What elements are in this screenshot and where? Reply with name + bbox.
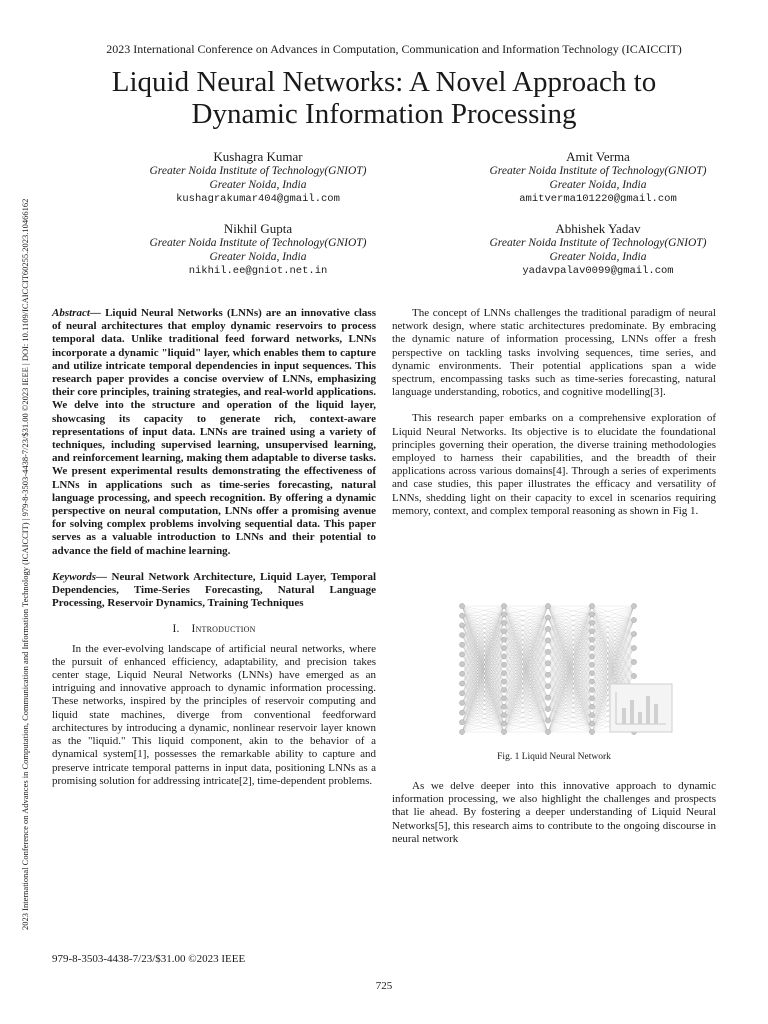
network-node bbox=[589, 620, 594, 625]
network-edge bbox=[592, 606, 634, 620]
network-edge bbox=[548, 724, 592, 732]
abstract-lead: Abstract— bbox=[52, 307, 101, 319]
network-edge bbox=[504, 614, 548, 720]
network-node bbox=[589, 662, 594, 667]
network-node bbox=[501, 612, 506, 617]
author-name: Nikhil Gupta bbox=[223, 221, 293, 236]
network-node bbox=[459, 691, 464, 696]
network-node bbox=[459, 662, 464, 667]
network-edge bbox=[548, 675, 592, 707]
network-node bbox=[545, 661, 550, 666]
network-edge bbox=[504, 617, 548, 723]
network-edge bbox=[462, 715, 504, 732]
network-node bbox=[501, 637, 506, 642]
network-node bbox=[589, 721, 594, 726]
network-node bbox=[589, 704, 594, 709]
author-name: Kushagra Kumar bbox=[213, 149, 303, 164]
network-node bbox=[459, 710, 464, 715]
author-location: Greater Noida, India bbox=[549, 179, 647, 191]
network-node bbox=[545, 695, 550, 700]
network-node bbox=[589, 629, 594, 634]
network-node bbox=[631, 617, 636, 622]
network-node bbox=[589, 696, 594, 701]
network-node bbox=[589, 687, 594, 692]
network-node bbox=[631, 659, 636, 664]
network-node bbox=[545, 718, 550, 723]
author-location: Greater Noida, India bbox=[209, 179, 307, 191]
network-edge bbox=[548, 721, 592, 732]
author-name: Abhishek Yadav bbox=[555, 221, 641, 236]
footer-copyright: 979-8-3503-4438-7/23/$31.00 ©2023 IEEE bbox=[52, 953, 246, 965]
author-block-3 bbox=[108, 222, 408, 278]
network-node bbox=[501, 679, 506, 684]
section-heading-introduction bbox=[52, 623, 376, 636]
network-edge bbox=[462, 722, 504, 732]
network-node bbox=[545, 672, 550, 677]
network-node bbox=[501, 662, 506, 667]
network-node bbox=[589, 713, 594, 718]
paper-title bbox=[50, 66, 718, 130]
network-edge bbox=[462, 606, 504, 625]
network-node bbox=[545, 729, 550, 734]
network-edge bbox=[548, 614, 592, 720]
network-edge bbox=[548, 606, 592, 617]
network-node bbox=[459, 603, 464, 608]
network-node bbox=[589, 679, 594, 684]
inset-plot-panel bbox=[610, 684, 672, 732]
network-node bbox=[589, 645, 594, 650]
network-node bbox=[501, 654, 506, 659]
network-node bbox=[459, 652, 464, 657]
network-node bbox=[459, 632, 464, 637]
network-node bbox=[459, 729, 464, 734]
conference-header: 2023 International Conference on Advances in Computation, Communication and Information Technology (ICAICCIT) bbox=[106, 42, 682, 56]
author-block-4 bbox=[448, 222, 748, 278]
paragraph-concept: The concept of LNNs challenges the traditional paradigm of neural network design, where static architectures predominate. By embracing the dynamic nature of information processing, LNNs offer a fresh perspective on tackling tasks involving sequences, time series, and dynamic environments. Their potential applications span a wide spectrum, encompassing tasks such as time-series forecasting, natural language understanding, robotics, and cognitive modelling[3]. bbox=[392, 307, 716, 399]
figure-liquid-neural-network bbox=[452, 600, 678, 738]
paragraph-challenges: As we delve deeper into this innovative approach to dynamic information processing, we also highlight the challenges and prospects that lie ahead. By fostering a deeper understanding of Liquid Neural Networks[5], this research aims to contribute to the ongoing discourse in neural network bbox=[392, 780, 716, 845]
network-node bbox=[459, 671, 464, 676]
network-node bbox=[459, 642, 464, 647]
network-node bbox=[501, 721, 506, 726]
network-edge bbox=[504, 631, 548, 663]
network-node bbox=[459, 623, 464, 628]
author-email: kushagrakumar404@gmail.com bbox=[176, 193, 340, 205]
abstract-text: Liquid Neural Networks (LNNs) are an innovative class of neural architectures that employ dynamic reservoirs to process temporal data. Unlike traditional feed forward networks, LNNs incorporate a dynamic "liquid" layer, which enables them to capture and utilize intricate temporal dependencies in input sequences. This research paper provides a concise overview of LNNs, emphasizing their core principles, training strategies, and real-world applications. We delve into the structure and operation of the liquid layer, showcasing its capacity to generate rich, context-aware representations of input data. LNNs are trained using a variety of techniques, including supervised learning, unsupervised learning, and reinforcement learning, making them adaptable to diverse tasks. We present experimental results demonstrating the effectiveness of LNNs in applications such as time-series forecasting, natural language processing, and speech recognition. By offering a dynamic perspective on neural computation, LNNs offer a promising avenue for solving complex problems involving sequential data. This paper serves as a valuable introduction to LNNs and their potential to advance the field of machine learning. bbox=[52, 307, 376, 557]
title-line-2: Dynamic Information Processing bbox=[191, 98, 577, 130]
network-node bbox=[545, 615, 550, 620]
intro-paragraph-1: In the ever-evolving landscape of artificial neural networks, where the pursuit of enhanced efficiency, adaptability, and precision takes center stage, Liquid Neural Networks (LNNs) have emerged as an intriguing and innovative approach to dynamic information processing. These networks, inspired by the principles of reservoir computing and liquid state machines, diverge from conventional feedforward architectures by introducing a dynamic, nonlinear reservoir layer known as the "liquid." This liquid component, akin to the behavior of a dynamical system[1], possesses the remarkable ability to capture and preserve intricate temporal patterns in input data, positioning LNNs as a promising solution for addressing intricate[2], time-dependent problems. bbox=[52, 642, 376, 787]
author-affiliation: Greater Noida Institute of Technology(GNIOT) bbox=[489, 165, 707, 177]
network-node bbox=[459, 681, 464, 686]
network-node bbox=[501, 687, 506, 692]
section-title: Introduction bbox=[191, 623, 256, 636]
paragraph-exploration: This research paper embarks on a comprehensive exploration of Liquid Neural Networks. Its objective is to elucidate the foundational principles governing their operation, the diverse training methodologies employed to harness their capabilities, and the breadth of their applications across various domains[4]. Through a series of experiments and case studies, this paper illustrates the efficacy and versatility of LNNs, shedding light on their capacity to excel in scenarios requiring memory, context, and complex temporal reasoning as shown in Fig 1. bbox=[392, 412, 716, 517]
abstract bbox=[52, 307, 376, 558]
keywords-lead: Keywords— bbox=[52, 570, 107, 583]
network-edge bbox=[548, 617, 592, 723]
network-edge bbox=[462, 606, 504, 616]
network-node bbox=[631, 603, 636, 608]
network-node bbox=[501, 629, 506, 634]
right-column bbox=[392, 307, 716, 518]
left-column bbox=[52, 307, 376, 788]
network-node bbox=[545, 706, 550, 711]
title-line-1: Liquid Neural Networks: A Novel Approach to bbox=[111, 66, 657, 98]
author-name: Amit Verma bbox=[566, 149, 630, 164]
network-edge bbox=[504, 724, 548, 732]
keywords-text: Neural Network Architecture, Liquid Layer, Temporal Dependencies, Time-Series Forecasting, Natural Language Processing, Reservoir Dynamics, Training Techniques bbox=[52, 570, 376, 610]
network-node bbox=[501, 620, 506, 625]
author-affiliation: Greater Noida Institute of Technology(GNIOT) bbox=[489, 237, 707, 249]
page-number: 725 bbox=[375, 980, 393, 992]
network-edge bbox=[462, 724, 504, 732]
network-node bbox=[589, 729, 594, 734]
network-node bbox=[589, 603, 594, 608]
network-node bbox=[631, 631, 636, 636]
network-node bbox=[545, 603, 550, 608]
author-affiliation: Greater Noida Institute of Technology(GNIOT) bbox=[149, 165, 367, 177]
network-node bbox=[545, 626, 550, 631]
network-node bbox=[631, 673, 636, 678]
figure-caption: Fig. 1 Liquid Neural Network bbox=[497, 752, 611, 762]
network-node bbox=[589, 637, 594, 642]
author-email: yadavpalav0099@gmail.com bbox=[522, 265, 674, 277]
network-node bbox=[545, 649, 550, 654]
author-affiliation: Greater Noida Institute of Technology(GNIOT) bbox=[149, 237, 367, 249]
network-edge bbox=[504, 721, 548, 732]
network-node bbox=[459, 613, 464, 618]
right-column-lower bbox=[392, 780, 716, 846]
network-node bbox=[459, 720, 464, 725]
network-node bbox=[501, 696, 506, 701]
network-node bbox=[501, 645, 506, 650]
author-block-2 bbox=[448, 150, 748, 206]
network-node bbox=[501, 671, 506, 676]
author-location: Greater Noida, India bbox=[209, 251, 307, 263]
author-email: amitverma101220@gmail.com bbox=[519, 193, 677, 205]
network-node bbox=[501, 713, 506, 718]
network-node bbox=[501, 704, 506, 709]
network-node bbox=[501, 729, 506, 734]
author-email: nikhil.ee@gniot.net.in bbox=[188, 265, 328, 277]
author-location: Greater Noida, India bbox=[549, 251, 647, 263]
network-edge bbox=[548, 606, 592, 614]
network-edge bbox=[504, 606, 548, 614]
network-node bbox=[589, 671, 594, 676]
network-edge bbox=[462, 722, 504, 723]
keywords bbox=[52, 571, 376, 611]
author-block-1 bbox=[108, 150, 408, 206]
network-node bbox=[631, 645, 636, 650]
network-connections bbox=[462, 606, 634, 732]
side-doi-strip: 2023 International Conference on Advances in Computation, Communication and Information Technology (ICAICCIT) | 979-8-3503-4438-7/23/$31.00 ©2023 IEEE | DOI: 10.1109/ICAICCIT60255.2023.10466162 bbox=[20, 198, 30, 930]
network-node bbox=[589, 654, 594, 659]
section-number: I. bbox=[172, 623, 180, 636]
network-edge bbox=[504, 606, 548, 617]
network-node bbox=[459, 700, 464, 705]
network-node bbox=[501, 603, 506, 608]
network-node bbox=[589, 612, 594, 617]
network-node bbox=[545, 684, 550, 689]
network-node bbox=[545, 638, 550, 643]
